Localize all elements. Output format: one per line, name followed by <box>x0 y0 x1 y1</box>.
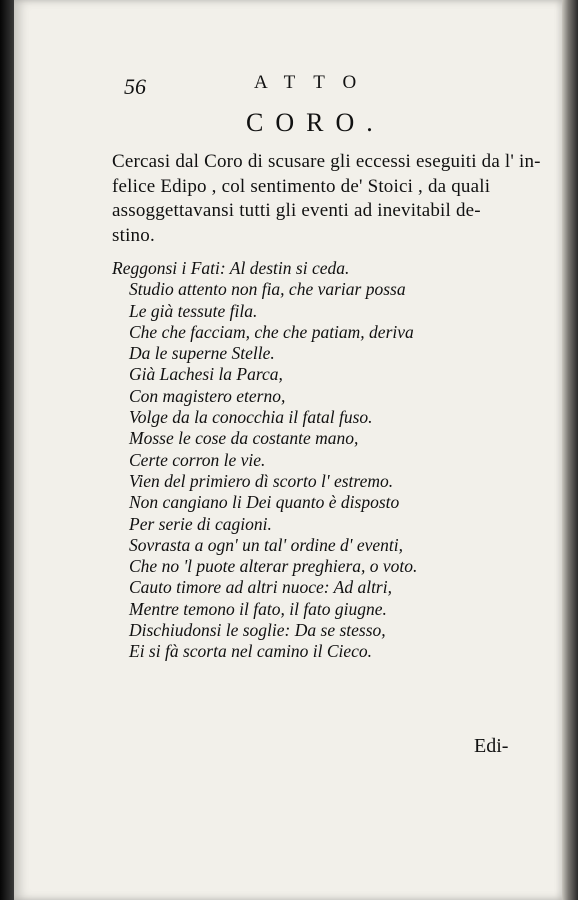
verse-line: Con magistero eterno, <box>129 385 286 406</box>
verse-line: Cauto timore ad altri nuoce: Ad altri, <box>129 577 392 598</box>
verse-line: Certe corron le vie. <box>129 449 266 470</box>
verse-line: Che no 'l puote alterar preghiera, o voto. <box>129 556 418 577</box>
verse-line: Da le superne Stelle. <box>129 343 275 364</box>
verse-line: Che che facciam, che che patiam, deriva <box>129 321 414 342</box>
page-number: 56 <box>124 74 146 99</box>
verse-line: Studio attento non fia, che variar possa <box>129 279 406 300</box>
argument-line: stino. <box>112 224 155 246</box>
catchword: Edi- <box>474 735 509 757</box>
verse-line: Già Lachesi la Parca, <box>129 364 283 385</box>
argument-line: Cercasi dal Coro di scusare gli eccessi eseguiti da l' in- <box>112 151 541 172</box>
argument-line: felice Edipo , col sentimento de' Stoici , da quali <box>112 175 491 197</box>
verse-line: Dischiudonsi le soglie: Da se stesso, <box>129 620 386 641</box>
argument-line: assoggettavansi tutti gli eventi ad inevitabil de- <box>112 200 481 221</box>
running-head: ATTO <box>254 72 375 93</box>
argument-paragraph <box>112 150 541 248</box>
verse-line: Mosse le cose da costante mano, <box>129 428 359 449</box>
verse-line: Per serie di cagioni. <box>129 513 272 534</box>
section-title: CORO. <box>246 108 385 137</box>
verse-line: Sovrasta a ogn' un tal' ordine d' eventi, <box>129 534 404 555</box>
verse-line: Mentre temono il fato, il fato giugne. <box>129 598 387 619</box>
verse-line: Non cangiano li Dei quanto è disposto <box>129 492 400 513</box>
verse-line: Le già tessute fila. <box>129 300 258 321</box>
verse-line: Volge da la conocchia il fatal fuso. <box>129 407 373 428</box>
book-gutter-shadow <box>0 0 14 900</box>
verse-line: Reggonsi i Fati: Al destin si ceda. <box>112 258 350 278</box>
book-page <box>14 0 562 900</box>
page-edge-shadow <box>562 0 578 900</box>
verse-line: Vien del primiero dì scorto l' estremo. <box>129 470 394 491</box>
verse-line: Ei si fà scorta nel camino il Cieco. <box>129 641 373 662</box>
verse-block <box>112 258 417 663</box>
